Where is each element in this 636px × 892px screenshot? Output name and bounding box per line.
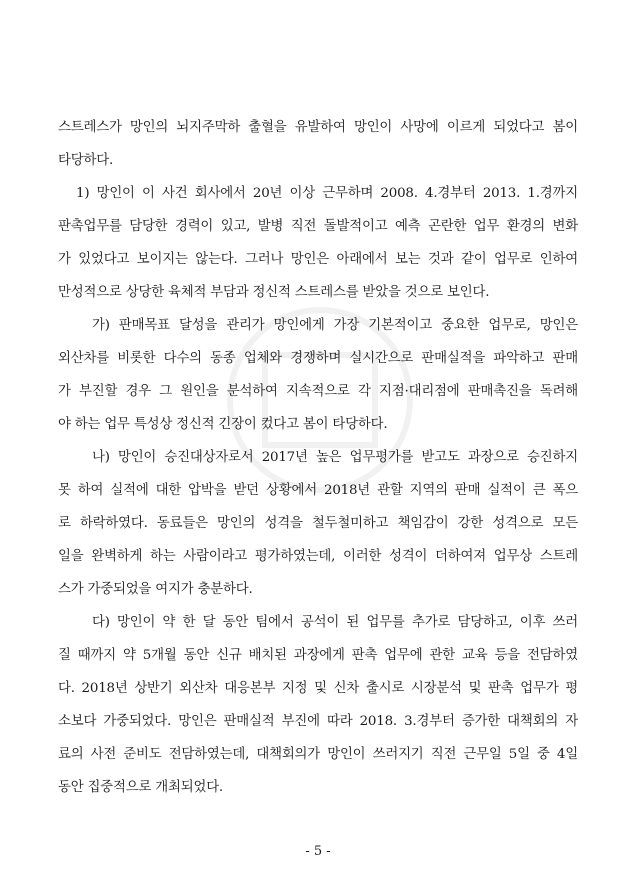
body-line: 스트레스가 망인의 뇌지주막하 출혈을 유발하여 망인이 사망에 이르게 되었다고 봄이 [58,120,578,135]
body-line: 다. 2018년 상반기 외산차 대응본부 지정 및 신차 출시로 시장분석 및 판촉 업무가 평 [58,681,578,696]
body-line: 타당하다. [58,153,113,168]
body-line: 다) 망인이 약 한 달 동안 팀에서 공석이 된 업무를 추가로 담당하고, 이후 쓰러 [92,615,578,630]
body-line: 판촉업무를 담당한 경력이 있고, 발병 직전 돌발적이고 예측 곤란한 업무 환경의 변화 [58,219,578,234]
body-line: 나) 망인이 승진대상자로서 2017년 높은 업무평가를 받고도 과장으로 승진하지 [92,450,578,465]
body-line: 질 때까지 약 5개월 동안 신규 배치된 과장에게 판촉 업무에 관한 교육 등을 전담하였 [58,648,578,663]
body-line: 동안 집중적으로 개최되었다. [58,780,223,795]
body-line: 외산차를 비롯한 다수의 동종 업체와 경쟁하며 실시간으로 판매실적을 파악하고 판매 [58,351,578,366]
body-line: 만성적으로 상당한 육체적 부담과 정신적 스트레스를 받았을 것으로 보인다. [58,285,490,300]
body-line: 소보다 가중되었다. 망인은 판매실적 부진에 따라 2018. 3.경부터 증가한 대책회의 자 [58,714,578,729]
body-line: 가 부진할 경우 그 원인을 분석하여 지속적으로 각 지점·대리점에 판매촉진을 독려해 [58,384,578,399]
body-line: 스가 가중되었을 여지가 충분하다. [58,582,253,597]
body-line: 료의 사전 준비도 전담하였는데, 대책회의가 망인이 쓰러지기 직전 근무일 5일 중 4일 [58,747,578,762]
body-line: 가 있었다고 보이지는 않는다. 그러나 망인은 아래에서 보는 것과 같이 업무로 인하여 [58,252,578,267]
body-line: 가) 판매목표 달성을 관리가 망인에게 가장 기본적이고 중요한 업무로, 망인은 [92,318,578,333]
page-number: - 5 - [305,844,331,859]
body-line: 로 하락하였다. 동료들은 망인의 성격을 철두철미하고 책임감이 강한 성격으로 모든 [58,516,578,531]
body-line: 야 하는 업무 특성상 정신적 긴장이 컸다고 봄이 타당하다. [58,417,388,432]
body-line: 못 하여 실적에 대한 압박을 받던 상황에서 2018년 관할 지역의 판매 실적이 큰 폭으 [58,483,578,498]
body-line: 1) 망인이 이 사건 회사에서 20년 이상 근무하며 2008. 4.경부터 2013. 1.경까지 [76,186,578,201]
body-line: 일을 완벽하게 하는 사람이라고 평가하였는데, 이러한 성격이 더하여져 업무상 스트레 [58,549,578,564]
